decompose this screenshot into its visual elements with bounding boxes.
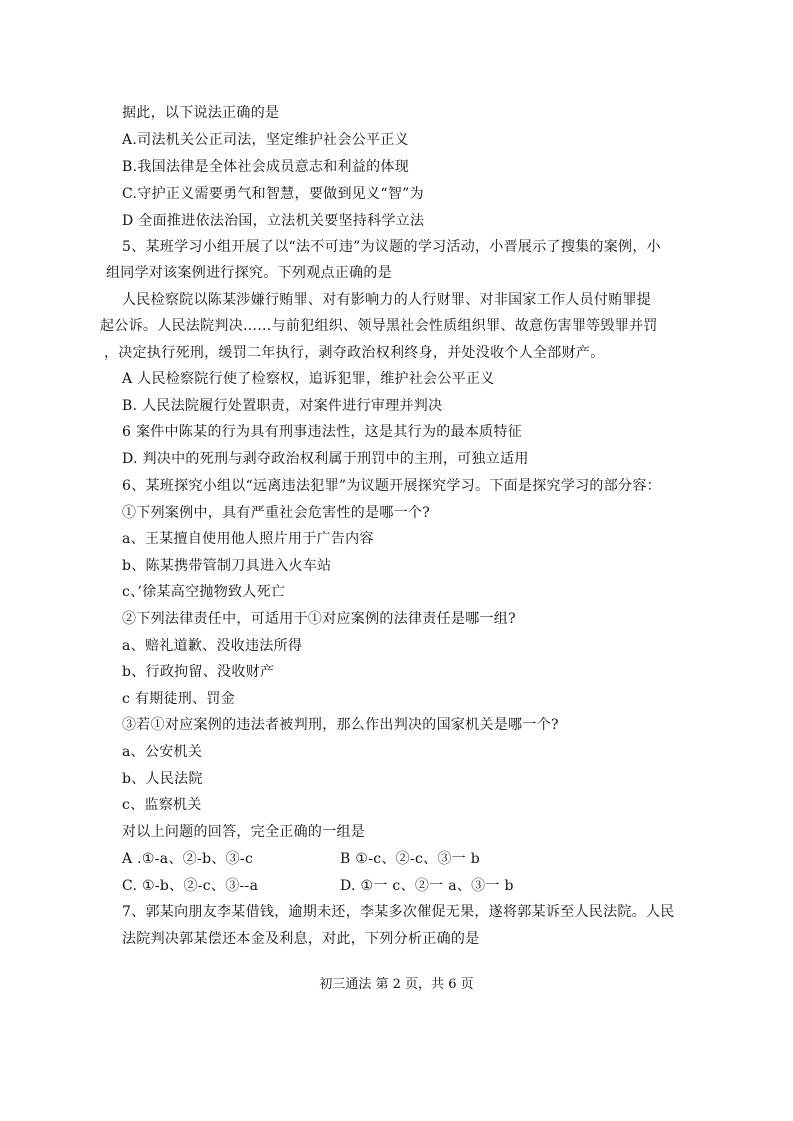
q6-option-b: B ①-c、②-c、③一 b [340, 851, 481, 867]
q6-sub3-item-c: c、监察机关 [122, 797, 202, 813]
q6-answer-prompt: 对以上问题的回答，完全正确的一组是 [122, 824, 366, 840]
q6-sub1: ①下列案例中，具有严重社会危害性的是哪一个? [122, 505, 431, 521]
q5-option-a: A 人民检察院行使了检察权，追诉犯罪，维护社会公平正义 [122, 371, 495, 387]
q6-option-d: D. ①一 c、②一 a、③一 b [340, 878, 514, 894]
q4-option-b: B.我国法律是全体社会成员意志和利益的体现 [122, 159, 410, 175]
q6-sub1-item-a: a、王某擅自使用他人照片用于广告内容 [122, 531, 374, 547]
q7-stem-line-1: 7、郭某向朋友李某借钱，逾期未还，李某多次催促无果，遂将郭某诉至人民法院。人民 [122, 904, 675, 920]
q7-stem-line-2: 法院判决郭某偿还本金及利息，对此，下列分析正确的是 [122, 931, 480, 947]
q5-stem-line-2: 组同学对该案例进行探究。下列观点正确的是 [106, 265, 392, 281]
q5-stem-line-1: 5、某班学习小组开展了以“法不可违”为议题的学习活动，小晋展示了搜集的案例，小 [122, 239, 661, 255]
q5-case-line-2: 起公诉。人民法院判决……与前犯组织、领导黑社会性质组织罪、故意伤害罪等毁罪并罚 [100, 318, 658, 334]
q6-option-c: C. ①-b、②-c、③--a [122, 878, 259, 894]
q6-sub2-item-b: b、行政拘留、没收财产 [122, 664, 275, 680]
q6-sub3-item-a: a、公安机关 [122, 744, 203, 760]
q6-sub1-item-b: b、陈某携带管制刀具进入火车站 [122, 558, 332, 574]
q6-sub2-item-c: c 有期徒刑、罚金 [122, 691, 235, 707]
q6-sub2-item-a: a、赔礼道歉、没收违法所得 [122, 638, 303, 654]
page-footer: 初三通法 第 2 页，共 6 页 [319, 977, 474, 992]
q6-sub2: ②下列法律责任中，可适用于①对应案例的法律责任是哪一组? [122, 611, 516, 627]
q4-option-d: D 全面推进依法治国，立法机关要坚持科学立法 [122, 213, 425, 229]
q6-option-a: A .①-a、②-b、③-c [122, 851, 254, 867]
q4-option-a: A.司法机关公正司法，坚定维护社会公平正义 [122, 132, 409, 148]
q4-option-c: C.守护正义需要勇气和智慧，要做到见义“智”为 [122, 186, 424, 202]
q5-option-c: 6 案件中陈某的行为具有刑事违法性，这是其行为的最本质特征 [122, 424, 523, 440]
q6-stem: 6、某班探究小组以“远离违法犯罪”为议题开展探究学习。下面是探究学习的部分容： [122, 478, 661, 494]
q6-sub3: ③若①对应案例的违法者被判刑，那么作出判决的国家机关是哪一个? [122, 717, 559, 733]
q5-case-line-3: ，决定执行死刑，缓罚二年执行，剥夺政治权利终身，并处没收个人全部财产。 [104, 345, 605, 361]
q6-sub3-item-b: b、人民法院 [122, 771, 203, 787]
q5-option-d: D. 判决中的死刑与剥夺政治权利属于刑罚中的主刑，可独立适用 [122, 451, 529, 467]
q6-sub1-item-c: c、’徐某高空抛物致人死亡 [122, 584, 286, 600]
q5-case-line-1: 人民检察院以陈某涉嫌行贿罪、对有影响力的人行财罪、对非国家工作人员付贿罪提 [122, 292, 652, 308]
q5-option-b: B. 人民法院履行处置职责，对案件进行审理并判决 [122, 398, 443, 414]
intro-text: 据此，以下说法正确的是 [122, 105, 280, 121]
